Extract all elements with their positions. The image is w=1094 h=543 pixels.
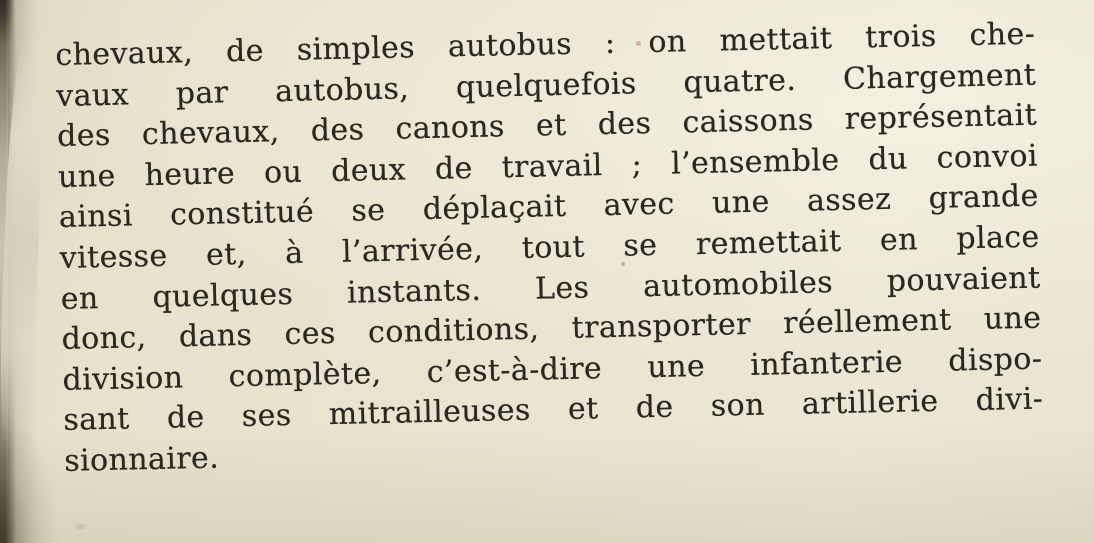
text-line: chevaux, de simples autobus : on mettait trois che- (55, 16, 1036, 73)
text-line: en quelques instants. Les automobiles pouvaient (60, 260, 1041, 317)
top-left-corner-mark (0, 0, 14, 46)
text-line: ainsi constitué se déplaçait avec une assez grande (58, 178, 1040, 236)
text-line: vaux par autobus, quelquefois quatre. Chargement (55, 57, 1037, 114)
text-line: sant de ses mitrailleuses et de son artillerie divi- (63, 381, 1044, 439)
text-line: donc, dans ces conditions, transporter réellement une (61, 300, 1042, 358)
text-line: division complète, c’est-à-dire une infanterie dispo- (62, 341, 1043, 398)
paper-speck (76, 524, 85, 530)
paragraph-block (55, 15, 1045, 483)
bottom-left-corner-shadow (0, 413, 60, 543)
text-line: vitesse et, à l’arrivée, tout se remettait en place (59, 219, 1041, 276)
text-line: sionnaire. (63, 440, 220, 479)
text-line: des chevaux, des canons et des caissons représentait (56, 97, 1038, 155)
text-line: une heure ou deux de travail ; l’ensemble du convoi (57, 138, 1039, 195)
